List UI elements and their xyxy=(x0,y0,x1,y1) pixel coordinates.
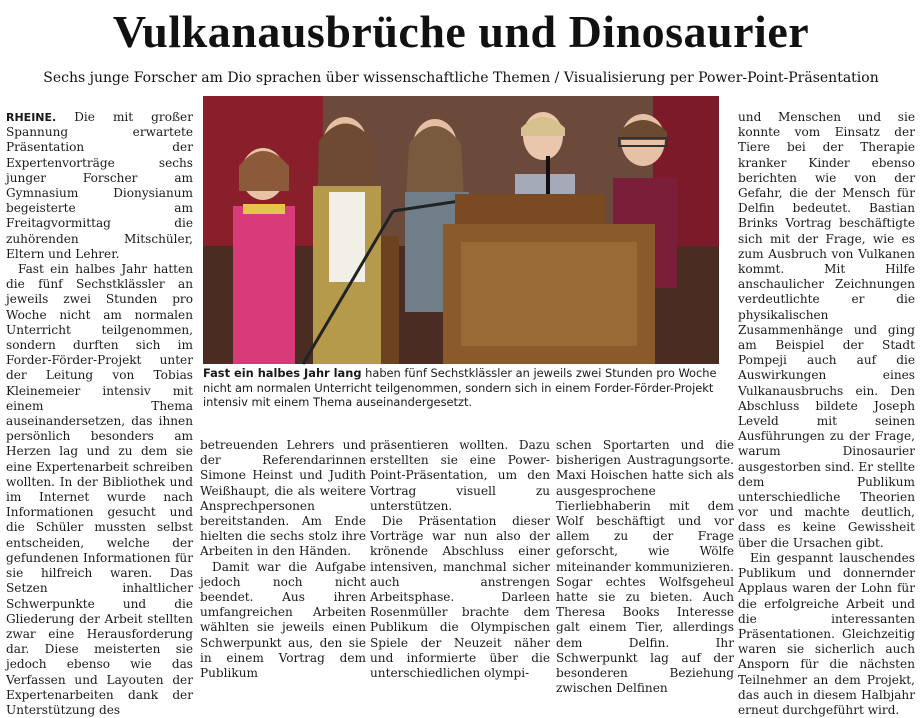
article-column-2 xyxy=(200,438,366,681)
students-at-lectern-photo xyxy=(203,96,719,364)
article-photo xyxy=(203,96,719,364)
caption-lead: Fast ein halbes Jahr lang xyxy=(203,366,362,380)
paragraph: Fast ein halbes Jahr hatten die fünf Sechstklässler an jeweils zwei Stunden pro Woche nicht am normalen Unterricht teilgenommen, sondern durften sich im Forder-Förder-Projekt unter der Leitung von Tobias Kleinemeier intensiv mit einem Thema auseinandersetzen, das ihnen persönlich besonders am Herzen lag und zu dem sie eine Expertenarbeit schreiben wollten. In der Bibliothek und im Internet wurde nach Informationen gesucht und die Schüler mussten selbst entscheiden, welche der gefundenen Informationen für sie hilfreich waren. Das Setzen inhaltlicher Schwerpunkte und die Gliederung der Arbeit stellten zwar eine Herausforderung dar. Diese meisterten sie jedoch ebenso wie das Verfassen und Layouten der Expertenarbeiten dank der Unterstützung des xyxy=(6,262,193,717)
paragraph: präsentieren wollten. Dazu erstellten sie eine Power-Point-Präsentation, um den Vortrag visuell zu unterstützen. xyxy=(370,438,550,513)
headline: Vulkanausbrüche und Dinosaurier xyxy=(112,6,810,57)
intro-text: Die mit großer Spannung erwartete Präsentation der Expertenvorträge sechs junger Forscher am Gymnasium Dionysianum begeisterte am Freitagvormittag die zuhörenden Mitschüler, Eltern und Lehrer. xyxy=(6,110,193,261)
article-column-1 xyxy=(6,110,193,717)
caption-text: haben fünf Sechstklässler an jeweils zwei Stunden pro Woche nicht am normalen Unterricht teilgenommen, sondern sich in einem Forder-Förder-Projekt intensiv mit einem Thema auseinandergesetzt. xyxy=(203,366,717,410)
article-column-4 xyxy=(556,438,734,696)
paragraph: betreuenden Lehrers und der Referendarinnen Simone Heinst und Judith Weißhaupt, die als weitere Ansprechpersonen bereitstanden. Am Ende hielten die sechs stolz ihre Arbeiten in den Händen. xyxy=(200,438,366,559)
dateline: RHEINE. xyxy=(6,111,57,124)
paragraph: Ein gespannt lauschendes Publikum und donnernder Applaus waren der Lohn für die erfolgreiche Arbeit und die interessanten Präsentationen. Gleichzeitig waren sie sicherlich auch Ansporn für die nächsten Teilnehmer an dem Projekt, das auch in diesem Halbjahr erneut durchgeführt wird. xyxy=(738,550,915,717)
subheadline: Sechs junge Forscher am Dio sprachen über wissenschaftliche Themen / Visualisierung per Power-Point-Präsentation xyxy=(43,70,879,86)
paragraph: Die Präsentation dieser Vorträge war nun also der krönende Abschluss einer intensiven, manchmal sicher auch anstrengen Arbeitsphase. Darleen Rosenmüller brachte dem Publikum die Olympischen Spiele der Neuzeit näher und informierte über die unterschiedlichen olympi- xyxy=(370,514,550,681)
intro-paragraph xyxy=(6,110,193,262)
paragraph: Damit war die Aufgabe jedoch noch nicht beendet. Aus ihren umfangreichen Arbeiten wählten sie jeweils einen Schwerpunkt aus, den sie in einem Vortrag dem Publikum xyxy=(200,559,366,681)
article-column-5 xyxy=(738,110,915,717)
article-column-3 xyxy=(370,438,550,681)
paragraph: und Menschen und sie konnte vom Einsatz der Tiere bei der Therapie kranker Kinder ebenso berichten wie von der Gefahr, die der Mensch für Delfin bedeutet. Bastian Brinks Vortrag beschäftigte sich mit der Frage, wie es zum Ausbruch von Vulkanen kommt. Mit Hilfe anschaulicher Zeichnungen verdeutlichte er die physikalischen Zusammenhänge und ging am Beispiel der Stadt Pompeji auch auf die Auswirkungen eines Vulkanausbruchs ein. Den Abschluss bildete Joseph Leveld mit seinen Ausführungen zu der Frage, warum Dinosaurier ausgestorben sind. Er stellte dem Publikum unterschiedliche Theorien vor und machte deutlich, dass es keine Gewissheit über die Ursachen gibt. xyxy=(738,110,915,550)
photo-caption xyxy=(203,366,723,410)
paragraph: schen Sportarten und die bisherigen Austragungsorte. Maxi Hoischen hatte sich als ausgesprochene Tierliebhaberin mit dem Wolf beschäftigt und vor allem zu der Frage geforscht, wie Wölfe miteinander kommunizieren. Sogar echtes Wolfsgeheul hatte sie zu bieten. Auch Theresa Books Interesse galt einem Tier, allerdings dem Delfin. Ihr Schwerpunkt lag auf der besonderen Beziehung zwischen Delfinen xyxy=(556,438,734,696)
